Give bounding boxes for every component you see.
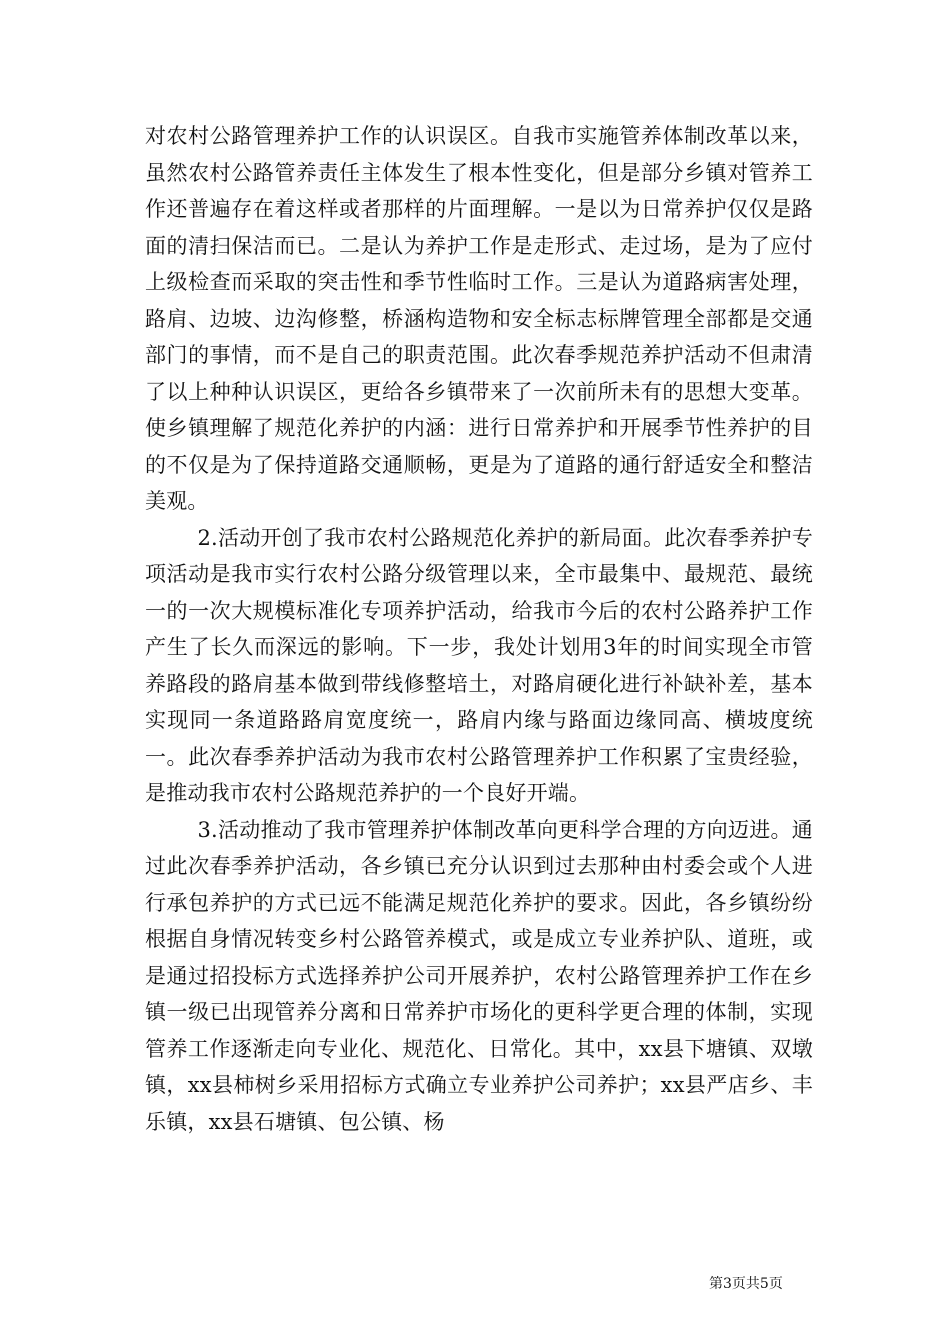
page-number-footer: 第3页共5页 xyxy=(709,1276,783,1292)
paragraph-2: 2.活动开创了我市农村公路规范化养护的新局面。此次春季养护专项活动是我市实行农村公路分级管理以来，全市最集中、最规范、最统一的一次大规模标准化专项养护活动，给我市今后的农村公路养护工作产生了长久而深远的影响。下一步，我处计划用3年的时间实现全市管养路段的路肩基本做到带线修整培土，对路肩硬化进行补缺补差，基本实现同一条道路路肩宽度统一，路肩内缘与路面边缘同高、横坡度统一。此次春季养护活动为我市农村公路管理养护工作积累了宝贵经验，是推动我市农村公路规范养护的一个良好开端。 xyxy=(145,525,813,805)
paragraph-1: 对农村公路管理养护工作的认识误区。自我市实施管养体制改革以来，虽然农村公路管养责任主体发生了根本性变化，但是部分乡镇对管养工作还普遍存在着这样或者那样的片面理解。一是以为日常养护仅仅是路面的清扫保洁而已。二是认为养护工作是走形式、走过场，是为了应付上级检查而采取的突击性和季节性临时工作。三是认为道路病害处理，路肩、边坡、边沟修整，桥涵构造物和安全标志标牌管理全部都是交通部门的事情，而不是自己的职责范围。此次春季规范养护活动不但肃清了以上种种认识误区，更给各乡镇带来了一次前所未有的思想大变革。使乡镇理解了规范化养护的内涵：进行日常养护和开展季节性养护的目的不仅是为了保持道路交通顺畅，更是为了道路的通行舒适安全和整洁美观。 xyxy=(145,124,813,513)
paragraph-3: 3.活动推动了我市管理养护体制改革向更科学合理的方向迈进。通过此次春季养护活动，各乡镇已充分认识到过去那种由村委会或个人进行承包养护的方式已远不能满足规范化养护的要求。因此，各乡镇纷纷根据自身情况转变乡村公路管养模式，或是成立专业养护队、道班，或是通过招投标方式选择养护公司开展养护，农村公路管理养护工作在乡镇一级已出现管养分离和日常养护市场化的更科学更合理的体制，实现管养工作逐渐走向专业化、规范化、日常化。其中，xx县下塘镇、双墩镇，xx县柿树乡采用招标方式确立专业养护公司养护；xx县严店乡、丰乐镇，xx县石塘镇、包公镇、杨 xyxy=(145,817,813,1134)
document-body xyxy=(145,118,813,1140)
